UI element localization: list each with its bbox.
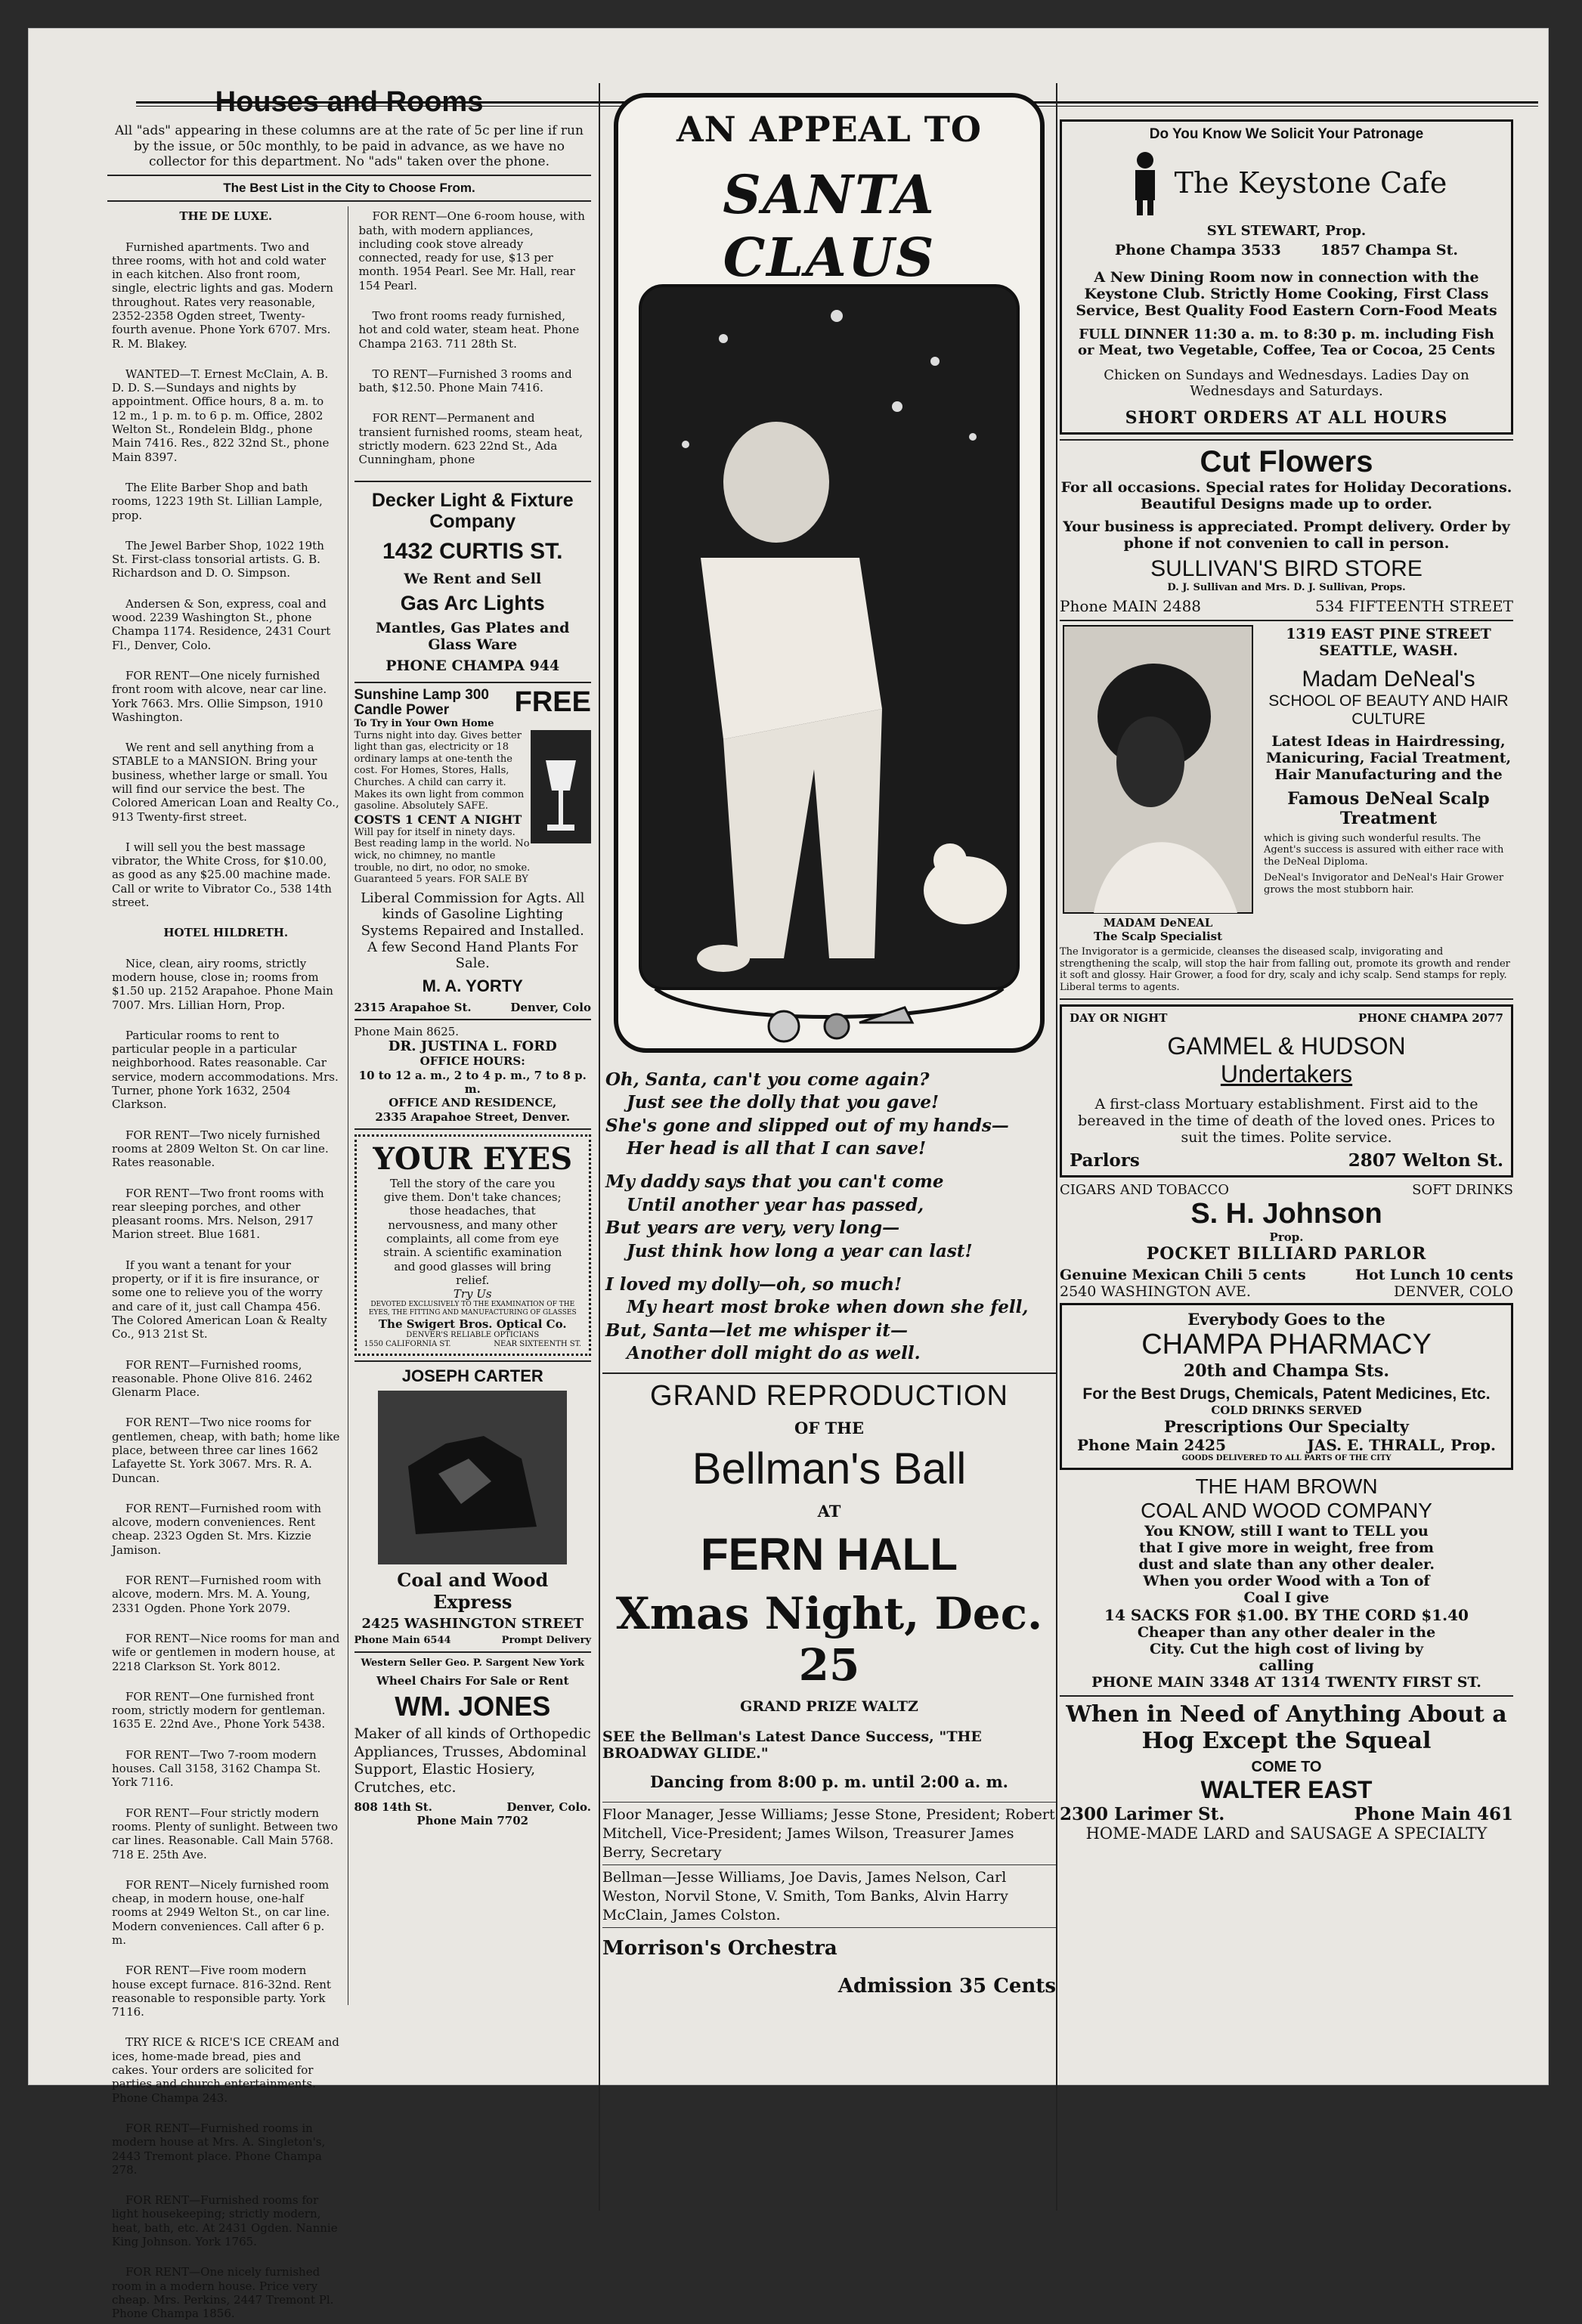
poem-line: Until another year has passed, [627, 1194, 924, 1215]
classified-ad: FOR RENT—Two nice rooms for gentlemen, cheap, with bath; home like place, between three car lines 1662 Lafayette St. York 3067. Mrs. R. A. Duncan. [112, 1416, 340, 1485]
flowers-title: Cut Flowers [1200, 445, 1373, 478]
coal-picture [378, 1391, 567, 1564]
ball-hall: FERN HALL [701, 1529, 958, 1580]
gammel-body: A first-class Mortuary establishment. First aid to the bereaved in the time of death of the loved ones. Prices to suit the times. Polite service. [1078, 1095, 1495, 1146]
eyes-title: YOUR EYES [373, 1140, 573, 1177]
sunshine-sub: To Try in Your Own Home [354, 718, 494, 730]
deneal-school: SCHOOL OF BEAUTY AND HAIR CULTURE [1268, 692, 1509, 728]
santa-poem [602, 1057, 1056, 1365]
johnson-address: 2540 WASHINGTON AVE. [1060, 1283, 1251, 1301]
dr-ford-ad [354, 1025, 592, 1124]
jones-name: WM. JONES [395, 1690, 551, 1722]
your-eyes-ad [354, 1134, 592, 1357]
ford-hours-title: OFFICE HOURS: [419, 1054, 525, 1069]
ham-brown-ad [1060, 1475, 1513, 1691]
intro-text: All "ads" appearing in these columns are at the rate of 5c per line if run by the issue, or 50c monthly, to be paid in advance, as we have no collector for this department. No "ads" taken over the phone. [115, 123, 584, 170]
ball-admission: Admission 35 Cents [837, 1975, 1056, 1998]
johnson-city: DENVER, COLO [1393, 1283, 1513, 1301]
poem-line: My heart most broke when down she fell, [627, 1297, 1029, 1318]
classified-ad: FOR RENT—Furnished rooms, reasonable. Phone Olive 816. 2462 Glenarm Place. [112, 1357, 313, 1400]
decker-name: Decker Light & Fixture Company [371, 489, 574, 533]
eyes-firm: The Swigert Bros. Optical Co. [378, 1317, 567, 1332]
pharmacy-phone: Phone Main 2425 [1077, 1436, 1227, 1455]
classified-ad: Andersen & Son, express, coal and wood. 2239 Washington St., phone Champa 1174. Residence, 2431 Court Fl., Denver, Colo. [112, 596, 331, 652]
classified-ad: HOTEL HILDRETH. [163, 926, 289, 940]
classified-ad: FOR RENT—Nice rooms for man and wife or gentlemen in modern house, at 2218 Clarkson St. York 8012. [112, 1631, 340, 1673]
pharmacy-goods: GOODS DELIVERED TO ALL PARTS OF THE CITY [1181, 1454, 1392, 1463]
jones-phone: Phone Main 7702 [416, 1814, 529, 1828]
flowers-address: 534 FIFTEENTH STREET [1314, 596, 1513, 615]
ball-dancing: Dancing from 8:00 p. m. until 2:00 a. m. [650, 1772, 1008, 1792]
decker-address: 1432 CURTIS ST. [382, 539, 563, 565]
ball-name: Bellman's Ball [692, 1444, 967, 1494]
ball-officers: Floor Manager, Jesse Williams; Jesse Stone, President; Robert Mitchell, Vice-President; James Wilson, Treasurer James Berry, Secretary [602, 1806, 1055, 1861]
sunshine-city: Denver, Colo [510, 1000, 591, 1014]
east-line1: When in Need of Anything About a [1066, 1701, 1507, 1728]
flowers-name: SULLIVAN'S BIRD STORE [1150, 556, 1423, 581]
flowers-props: D. J. Sullivan and Mrs. D. J. Sullivan, Props. [1167, 582, 1406, 593]
wm-jones-ad [354, 1657, 592, 1827]
poem-line: But, Santa—let me whisper it— [605, 1320, 908, 1341]
classified-ad: FOR RENT—Furnished room with alcove, modern conveniences. Rent cheap. 2323 Ogden St. Mrs. Kizzie Jamison. [112, 1501, 321, 1557]
jones-chairs: Wheel Chairs For Sale or Rent [376, 1673, 569, 1688]
poem-line: Oh, Santa, can't you come again? [605, 1069, 930, 1090]
decker-line3: Mantles, Gas Plates and Glass Ware [376, 620, 570, 654]
east-line2: Hog Except the Squeal [1141, 1728, 1432, 1755]
sh-johnson-ad [1060, 1182, 1513, 1300]
classified-ad: The Jewel Barber Shop, 1022 19th St. First-class tonsorial artists. G. B. Richardson and D. O. Simpson. [112, 538, 324, 580]
classified-ad: FOR RENT—One nicely furnished room in a modern house. Price very cheap. Mrs. Perkins, 2447 Tremont Pl. Phone Champa 1856. [112, 2265, 334, 2321]
section-title: Houses and Rooms [215, 86, 484, 118]
pharmacy-name: CHAMPA PHARMACY [1141, 1329, 1432, 1361]
sunshine-liberal: Liberal Commission for Agts. All kinds of Gasoline Lighting Systems Repaired and Installed. A few Second Hand Plants For Sale. [361, 890, 585, 972]
walter-east-ad [1060, 1701, 1513, 1843]
sunshine-owner: M. A. YORTY [422, 976, 523, 995]
east-name: WALTER EAST [1200, 1776, 1373, 1804]
carter-address: 2425 WASHINGTON STREET [361, 1616, 584, 1632]
column-divider [1056, 83, 1057, 2211]
deneal-address1: 1319 EAST PINE STREET [1286, 625, 1491, 642]
santa-headline-1: AN APPEAL TO [676, 109, 983, 150]
poem-line: Her head is all that I can save! [627, 1138, 927, 1159]
eyes-address2: NEAR SIXTEENTH ST. [494, 1340, 581, 1349]
cut-flowers-ad [1060, 445, 1513, 615]
decker-ad [354, 487, 592, 678]
sunshine-body: Turns night into day. Gives better light than gas, electricity or 18 ordinary lamps at one-tenth the cost. For Homes, Stores, Halls, Churches. A child can carry it. Makes its own light from common gasoline. Absolutely SAFE. [354, 729, 525, 812]
decker-line2: Gas Arc Lights [400, 592, 545, 615]
classified-ad: We rent and sell anything from a STABLE to a MANSION. Bring your business, whether large or small. You will find our service the best. The Colored American Loan and Realty Co., 913 Twenty-first street. [112, 741, 339, 824]
gammel-phone: PHONE CHAMPA 2077 [1358, 1010, 1503, 1025]
poem-line: Just think how long a year can last! [627, 1240, 973, 1261]
waiter-icon [1126, 149, 1164, 217]
decker-line1: We Rent and Sell [404, 571, 542, 588]
sunshine-cost: COSTS 1 CENT A NIGHT [354, 812, 522, 827]
deneal-caption2: The Scalp Specialist [1093, 929, 1223, 943]
flowers-line1: For all occasions. Special rates for Holiday Decorations. Beautiful Designs made up to order. [1060, 479, 1512, 512]
ford-phone: Phone Main 8625. [354, 1025, 460, 1039]
johnson-lunch: Hot Lunch 10 cents [1355, 1267, 1513, 1284]
pharmacy-prop: JAS. E. THRALL, Prop. [1307, 1436, 1496, 1455]
champa-pharmacy-ad [1060, 1303, 1513, 1470]
poem-line: Another doll might do as well. [627, 1342, 921, 1363]
classified-ad: FOR RENT—Four strictly modern rooms. Plenty of sunlight. Between two car lines. Reasonable. Call Main 5768. 718 E. 25th Ave. [112, 1806, 339, 1861]
classified-ad: FOR RENT—Furnished room with alcove, modern. Mrs. M. A. Young, 2331 Ogden. Phone York 2079. [112, 1574, 321, 1615]
sunshine-lamp-ad [354, 688, 592, 1014]
eyes-try: Try Us [453, 1287, 492, 1301]
classified-ad: FOR RENT—One nicely furnished front room with alcove, near car line. York 7663. Mrs. Ollie Simpson, 1910 Washington. [112, 668, 327, 724]
deneal-ad [1060, 626, 1513, 994]
deneal-results: which is giving such wonderful results. The Agent's success is assured with either race with the DeNeal Diploma. [1264, 832, 1504, 868]
hambrown-cheaper: Cheaper than any other dealer in the City. Cut the high cost of living by calling [1137, 1624, 1436, 1675]
gammel-hudson-ad [1060, 1004, 1513, 1177]
keystone-dinner: FULL DINNER 11:30 a. m. to 8:30 p. m. including Fish or Meat, two Vegetable, Coffee, Tea or Cocoa, 25 Cents [1077, 326, 1496, 358]
gammel-parlors: Parlors [1070, 1150, 1140, 1171]
classified-ad: I will sell you the best massage vibrator, the White Cross, for $10.00, as good as any $25.00 machine made. Call or write to Vibrator Co., 538 14th street. [112, 840, 332, 910]
gammel-day: DAY OR NIGHT [1070, 1010, 1168, 1025]
ford-hours: 10 to 12 a. m., 2 to 4 p. m., 7 to 8 p. m. [358, 1068, 587, 1096]
best-list-heading: The Best List in the City to Choose From. [223, 181, 475, 196]
hambrown-name1: THE HAM BROWN [1195, 1475, 1378, 1499]
east-address: 2300 Larimer St. [1060, 1804, 1225, 1825]
carter-phone: Phone Main 6544 [354, 1635, 451, 1647]
deneal-invigorator: The Invigorator is a germicide, cleanses the diseased scalp, invigorating and strengthening the scalp, will stop the hair from falling out, promote its growth and render it soft and glossy. Hair Grower, a food for dry, scaly and ichy scalp. Send stamps for reply. Liberal terms to agents. [1060, 946, 1510, 993]
ball-see: SEE the Bellman's Latest Dance Success, "THE BROADWAY GLIDE." [602, 1728, 982, 1762]
classified-list-left [107, 206, 348, 2321]
johnson-prop: Prop. [1269, 1230, 1304, 1244]
decker-phone: PHONE CHAMPA 944 [385, 658, 560, 675]
flowers-line2: Your business is appreciated. Prompt delivery. Order by phone if not convenien to call in person. [1063, 518, 1510, 552]
business-ads-column [1060, 83, 1513, 2211]
johnson-name: S. H. Johnson [1190, 1197, 1382, 1230]
pharmacy-address: 20th and Champa Sts. [1183, 1361, 1390, 1382]
hambrown-phone: PHONE MAIN 3348 AT 1314 TWENTY FIRST ST. [1091, 1674, 1481, 1691]
gammel-address: 2807 Welton St. [1348, 1150, 1503, 1171]
classified-ad: Furnished apartments. Two and three rooms, with hot and cold water in each kitchen. Also front room, single, electric lights and gas. Modern throughout. Rates very reasonable, 2352-2358 Ogden street, Twenty-fourth avenue. Phone York 6707. Mrs. R. M. Blakey. [112, 240, 333, 351]
eyes-body: Tell the story of the care you give them. Don't take chances; those headaches, that nervousness, and many other complaints, all come from eye strain. A scientific examination and good glasses will bring relief. [383, 1176, 562, 1287]
jones-body: Maker of all kinds of Orthopedic Appliances, Trusses, Abdominal Support, Elastic Hosiery, Crutches, etc. [354, 1725, 591, 1796]
ford-office: OFFICE AND RESIDENCE, [389, 1096, 557, 1110]
keystone-chicken: Chicken on Sundays and Wednesdays. Ladies Day on Wednesdays and Saturdays. [1104, 367, 1469, 399]
deneal-caption1: MADAM DeNEAL [1103, 915, 1213, 930]
sunshine-address: 2315 Arapahoe St. [354, 1000, 472, 1014]
classified-ad: WANTED—T. Ernest McClain, A. B. D. D. S.—Sundays and nights by appointment. Office hours, 8 a. m. to 12 m., 1 p. m. to 6 p. m. Office, 2802 Welton St., Rondelein Bldg., phone Main 7416. Res., 822 32nd St., phone Main 8397. [112, 367, 330, 464]
east-lard: HOME-MADE LARD and SAUSAGE A SPECIALTY [1085, 1824, 1488, 1843]
johnson-cigars: CIGARS AND TOBACCO [1060, 1181, 1230, 1198]
classified-ad: FOR RENT—One 6-room house, with bath, with modern appliances, including cook stove already connected, ready for use, $13 per month. 1954 Pearl. See Mr. Hall, rear 154 Pearl. [358, 209, 585, 292]
classified-ad: Particular rooms to rent to particular people in a particular neighborhood. Rates reasonable. Car service, modern accommodations. Mrs. Turner, phone York 1632, 2504 Clarkson. [112, 1028, 339, 1112]
classified-ad: THE DE LUXE. [179, 209, 273, 224]
east-phone: Phone Main 461 [1354, 1804, 1513, 1825]
bellmans-ball-ad [602, 1380, 1056, 1998]
poem-line: Just see the dolly that you gave! [627, 1092, 940, 1113]
pharmacy-everybody: Everybody Goes to the [1187, 1310, 1385, 1329]
jones-city: Denver, Colo. [506, 1799, 591, 1814]
classified-ad: FOR RENT—Two nicely furnished rooms at 2809 Welton St. On car line. Rates reasonable. [112, 1128, 329, 1170]
joseph-carter-ad [354, 1366, 592, 1647]
ball-bellman: Bellman—Jesse Williams, Joe Davis, James Nelson, Carl Weston, Norvil Stone, V. Smith, Tom Banks, Alvin Harry McClain, James Colston. [602, 1869, 1008, 1923]
keystone-cafe-ad [1060, 119, 1513, 435]
houses-and-rooms-column [107, 83, 591, 2321]
ball-at: AT [817, 1502, 841, 1521]
sunshine-free: FREE [514, 686, 591, 719]
center-column [602, 83, 1056, 2211]
madam-deneal-portrait [1063, 626, 1252, 913]
deneal-name: Madam DeNeal's [1302, 666, 1475, 692]
hambrown-name2: COAL AND WOOD COMPANY [1141, 1499, 1432, 1523]
classified-ad: FOR RENT—Two 7-room modern houses. Call 3158, 3162 Champa St. York 7116. [112, 1747, 321, 1790]
ball-of-the: OF THE [794, 1419, 864, 1438]
ball-orchestra: Morrison's Orchestra [602, 1937, 837, 1960]
johnson-chili: Genuine Mexican Chili 5 cents [1060, 1267, 1306, 1284]
lamp-icon [531, 730, 591, 843]
eyes-address1: 1550 CALIFORNIA ST. [364, 1340, 451, 1349]
ball-waltz: GRAND PRIZE WALTZ [740, 1698, 918, 1716]
carter-line2: Express [433, 1591, 512, 1614]
classified-ad: TO RENT—Furnished 3 rooms and bath, $12.50. Phone Main 7416. [358, 367, 572, 395]
ford-name: DR. JUSTINA L. FORD [388, 1038, 557, 1055]
ford-address: 2335 Arapahoe Street, Denver. [375, 1109, 571, 1124]
gammel-sub: Undertakers [1220, 1060, 1353, 1088]
ball-date: Xmas Night, Dec. 25 [615, 1588, 1043, 1691]
hambrown-body: You KNOW, still I want to TELL you that I give more in weight, free from dust and slate than any other dealer. When you order Wood with a Ton of Coal I give [1138, 1523, 1435, 1607]
deneal-latest: Latest Ideas in Hairdressing, Manicuring, Facial Treatment, Hair Manufacturing and the [1265, 732, 1512, 783]
poem-line: My daddy says that you can't come [605, 1171, 944, 1193]
ball-grand: GRAND REPRODUCTION [649, 1380, 1009, 1413]
classified-ad: FOR RENT—Permanent and transient furnished rooms, steam heat, strictly modern. 623 22nd St., Ada Cunningham, phone [358, 411, 584, 467]
classified-ad: FOR RENT—Two front rooms with rear sleeping porches, and other pleasant rooms. Mrs. Nelson, 2917 Marion street. Blue 1681. [112, 1186, 324, 1242]
poem-line: I loved my dolly—oh, so much! [605, 1273, 902, 1295]
sunshine-body2: Will pay for itself in ninety days. Best reading lamp in the world. No wick, no chimney, no mantle trouble, no dirt, no odor, no smoke. Guaranteed 5 years. FOR SALE BY [354, 826, 531, 886]
poem-line: She's gone and slipped out of my hands— [605, 1115, 1009, 1136]
pharmacy-best: For the Best Drugs, Chemicals, Patent Medicines, Etc. [1082, 1385, 1491, 1403]
deneal-grower: DeNeal's Invigorator and DeNeal's Hair Grower grows the most stubborn hair. [1264, 872, 1504, 896]
johnson-soft: SOFT DRINKS [1412, 1181, 1513, 1198]
east-come: COME TO [1251, 1759, 1322, 1776]
flowers-phone: Phone MAIN 2488 [1060, 596, 1202, 615]
gammel-name: GAMMEL & HUDSON [1167, 1032, 1406, 1060]
santa-headline-2: SANTA CLAUS [723, 163, 936, 289]
classified-ad: If you want a tenant for your property, or if it is fire insurance, or some one to relieve you of the worry and care of it, just call Champa 456. The Colored American Loan & Realty Co., 913 21st St. [112, 1258, 327, 1341]
pharmacy-rx: Prescriptions Our Specialty [1163, 1417, 1410, 1437]
classified-ad: FOR RENT—Furnished rooms in modern house at Mrs. A. Singleton's, 2443 Tremont place. Phone Champa 278. [112, 2121, 326, 2177]
column-divider [599, 83, 600, 2211]
carter-name: JOSEPH CARTER [401, 1366, 543, 1386]
eyes-devoted: DEVOTED EXCLUSIVELY TO THE EXAMINATION OF THE EYES, THE FITTING AND MANUFACTURING OF GLASSES [368, 1301, 577, 1317]
classified-ad: The Elite Barber Shop and bath rooms, 1223 19th St. Lillian Lample, prop. [112, 480, 323, 522]
santa-illustration [610, 89, 1048, 1057]
keystone-short: SHORT ORDERS AT ALL HOURS [1125, 408, 1448, 428]
classified-ad: FOR RENT—Nicely furnished room cheap, in modern house, one-half rooms at 2949 Welton St., on car line. Modern conveniences. Call after 6 p. m. [112, 1877, 330, 1947]
classified-ad: FOR RENT—Furnished rooms for light housekeeping; strictly modern, heat, bath, etc. At 2431 Ogden. Nannie King Johnson. York 1765. [112, 2193, 338, 2249]
keystone-address: 1857 Champa St. [1320, 242, 1458, 258]
eyes-firm-sub: DENVER'S RELIABLE OPTICIANS [406, 1331, 540, 1340]
keystone-phone: Phone Champa 3533 [1115, 242, 1281, 258]
keystone-prop: SYL STEWART, Prop. [1206, 223, 1367, 239]
deneal-address2: SEATTLE, WASH. [1319, 642, 1458, 659]
johnson-parlor: POCKET BILLIARD PARLOR [1146, 1244, 1427, 1264]
narrow-ads-column [354, 206, 592, 2005]
jones-seller: Western Seller Geo. P. Sargent New York [361, 1657, 584, 1669]
keystone-solicit: Do You Know We Solicit Your Patronage [1149, 126, 1424, 142]
carter-prompt: Prompt Delivery [501, 1635, 591, 1647]
poem-line: But years are very, very long— [605, 1218, 900, 1239]
classified-ad: Nice, clean, airy rooms, strictly modern house, close in; rooms from $1.50 up. 2152 Arapahoe. Phone Main 7007. Mrs. Lillian Horn, Prop. [112, 956, 333, 1012]
classified-ad: FOR RENT—One furnished front room, strictly modern for gentleman. 1635 E. 22nd Ave., Phone York 5438. [112, 1689, 326, 1731]
classified-ad: Two front rooms ready furnished, hot and cold water, steam heat. Phone Champa 2163. 711 28th St. [358, 308, 580, 351]
deneal-famous: Famous DeNeal Scalp Treatment [1287, 788, 1490, 828]
classified-ad: TRY RICE & RICE'S ICE CREAM and ices, home-made bread, pies and cakes. Your orders are solicited for parties and church entertainments. Phone Champa 243. [112, 2035, 339, 2105]
jones-address: 808 14th St. [354, 1799, 432, 1814]
pharmacy-cold: COLD DRINKS SERVED [1211, 1403, 1362, 1418]
keystone-name: The Keystone Cafe [1174, 166, 1447, 200]
carter-line1: Coal and Wood [397, 1569, 549, 1592]
classified-ad: FOR RENT—Five room modern house except furnace. 816-32nd. Rent reasonable to responsible party. York 7116. [112, 1963, 331, 2019]
hambrown-sacks: 14 SACKS FOR $1.00. BY THE CORD $1.40 [1104, 1606, 1469, 1625]
sunshine-title: Sunshine Lamp 300 Candle Power [354, 687, 489, 719]
keystone-body: A New Dining Room now in connection with the Keystone Club. Strictly Home Cooking, First Class Service, Best Quality Food Eastern Corn-Food Meats [1076, 269, 1497, 319]
